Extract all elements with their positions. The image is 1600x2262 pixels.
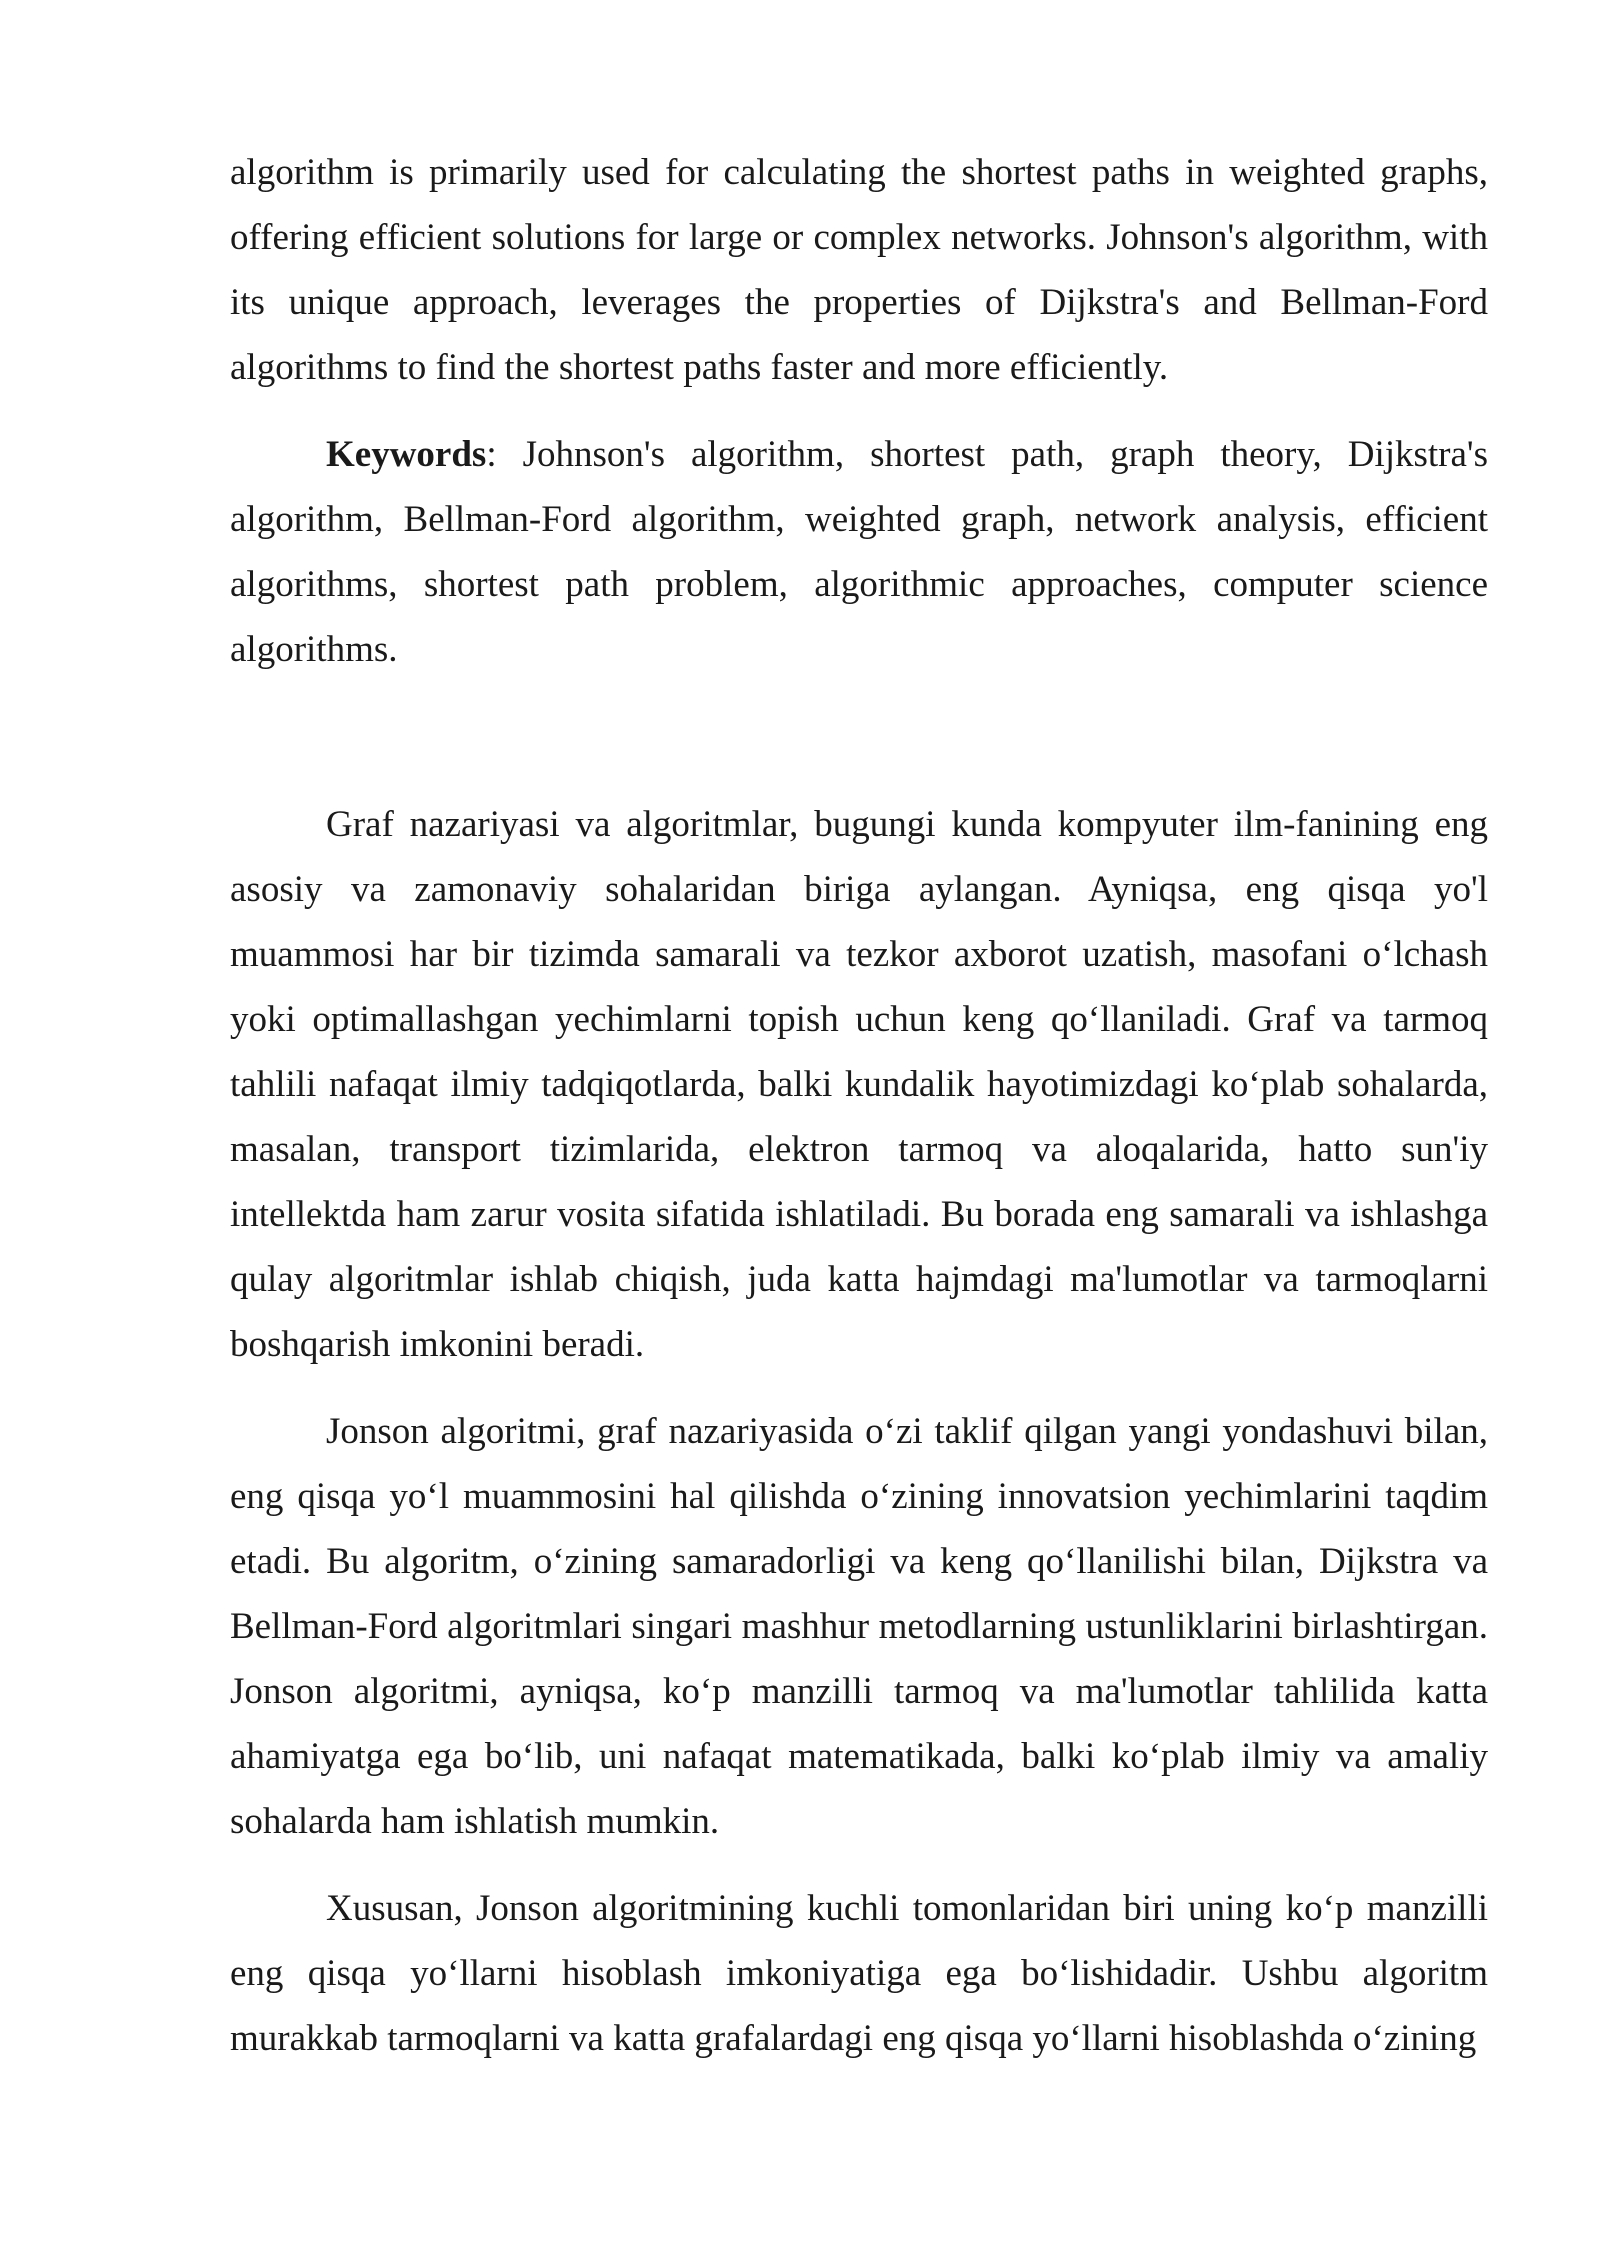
section-gap: [230, 682, 1488, 792]
body-paragraph-2: Jonson algoritmi, graf nazariyasida o‘zi taklif qilgan yangi yondashuvi bilan, eng qisqa yo‘l muammosini hal qilishda o‘zining innovatsion yechimlarini taqdim etadi. Bu algoritm, o‘zining samaradorligi va keng qo‘llanilishi bilan, Dijkstra va Bellman-Ford algoritmlari singari mashhur metodlarning ustunliklarini birlashtirgan. Jonson algoritmi, ayniqsa, ko‘p manzilli tarmoq va ma'lumotlar tahlilida katta ahamiyatga ega bo‘lib, uni nafaqat matematikada, balki ko‘plab ilmiy va amaliy sohalarda ham ishlatish mumkin.: [230, 1411, 1488, 1842]
document-page: [230, 140, 1488, 2071]
body-paragraph-3: Xususan, Jonson algoritmining kuchli tomonlaridan biri uning ko‘p manzilli eng qisqa yo‘llarni hisoblash imkoniyatiga ega bo‘lishidadir. Ushbu algoritm murakkab tarmoqlarni va katta grafalardagi eng qisqa yo‘llarni hisoblashda o‘zining: [230, 1888, 1488, 2059]
keywords-text: : Johnson's algorithm, shortest path, graph theory, Dijkstra's algorithm, Bellman-Ford algorithm, weighted graph, network analysis, efficient algorithms, shortest path problem, algorithmic approaches, computer science algorithms.: [230, 434, 1488, 670]
body-paragraph-1: Graf nazariyasi va algoritmlar, bugungi kunda kompyuter ilm-fanining eng asosiy va zamonaviy sohalaridan biriga aylangan. Ayniqsa, eng qisqa yo'l muammosi har bir tizimda samarali va tezkor axborot uzatish, masofani o‘lchash yoki optimallashgan yechimlarni topish uchun keng qo‘llaniladi. Graf va tarmoq tahlili nafaqat ilmiy tadqiqotlarda, balki kundalik hayotimizdagi ko‘plab sohalarda, masalan, transport tizimlarida, elektron tarmoq va aloqalarida, hatto sun'iy intellektda ham zarur vosita sifatida ishlatiladi. Bu borada eng samarali va ishlashga qulay algoritmlar ishlab chiqish, juda katta hajmdagi ma'lumotlar va tarmoqlarni boshqarish imkonini beradi.: [230, 804, 1488, 1365]
keywords-label: Keywords: [326, 434, 487, 475]
keywords-paragraph: [230, 422, 1488, 682]
abstract-paragraph: algorithm is primarily used for calculating the shortest paths in weighted graphs, offering efficient solutions for large or complex networks. Johnson's algorithm, with its unique approach, leverages the properties of Dijkstra's and Bellman-Ford algorithms to find the shortest paths faster and more efficiently.: [230, 152, 1488, 388]
